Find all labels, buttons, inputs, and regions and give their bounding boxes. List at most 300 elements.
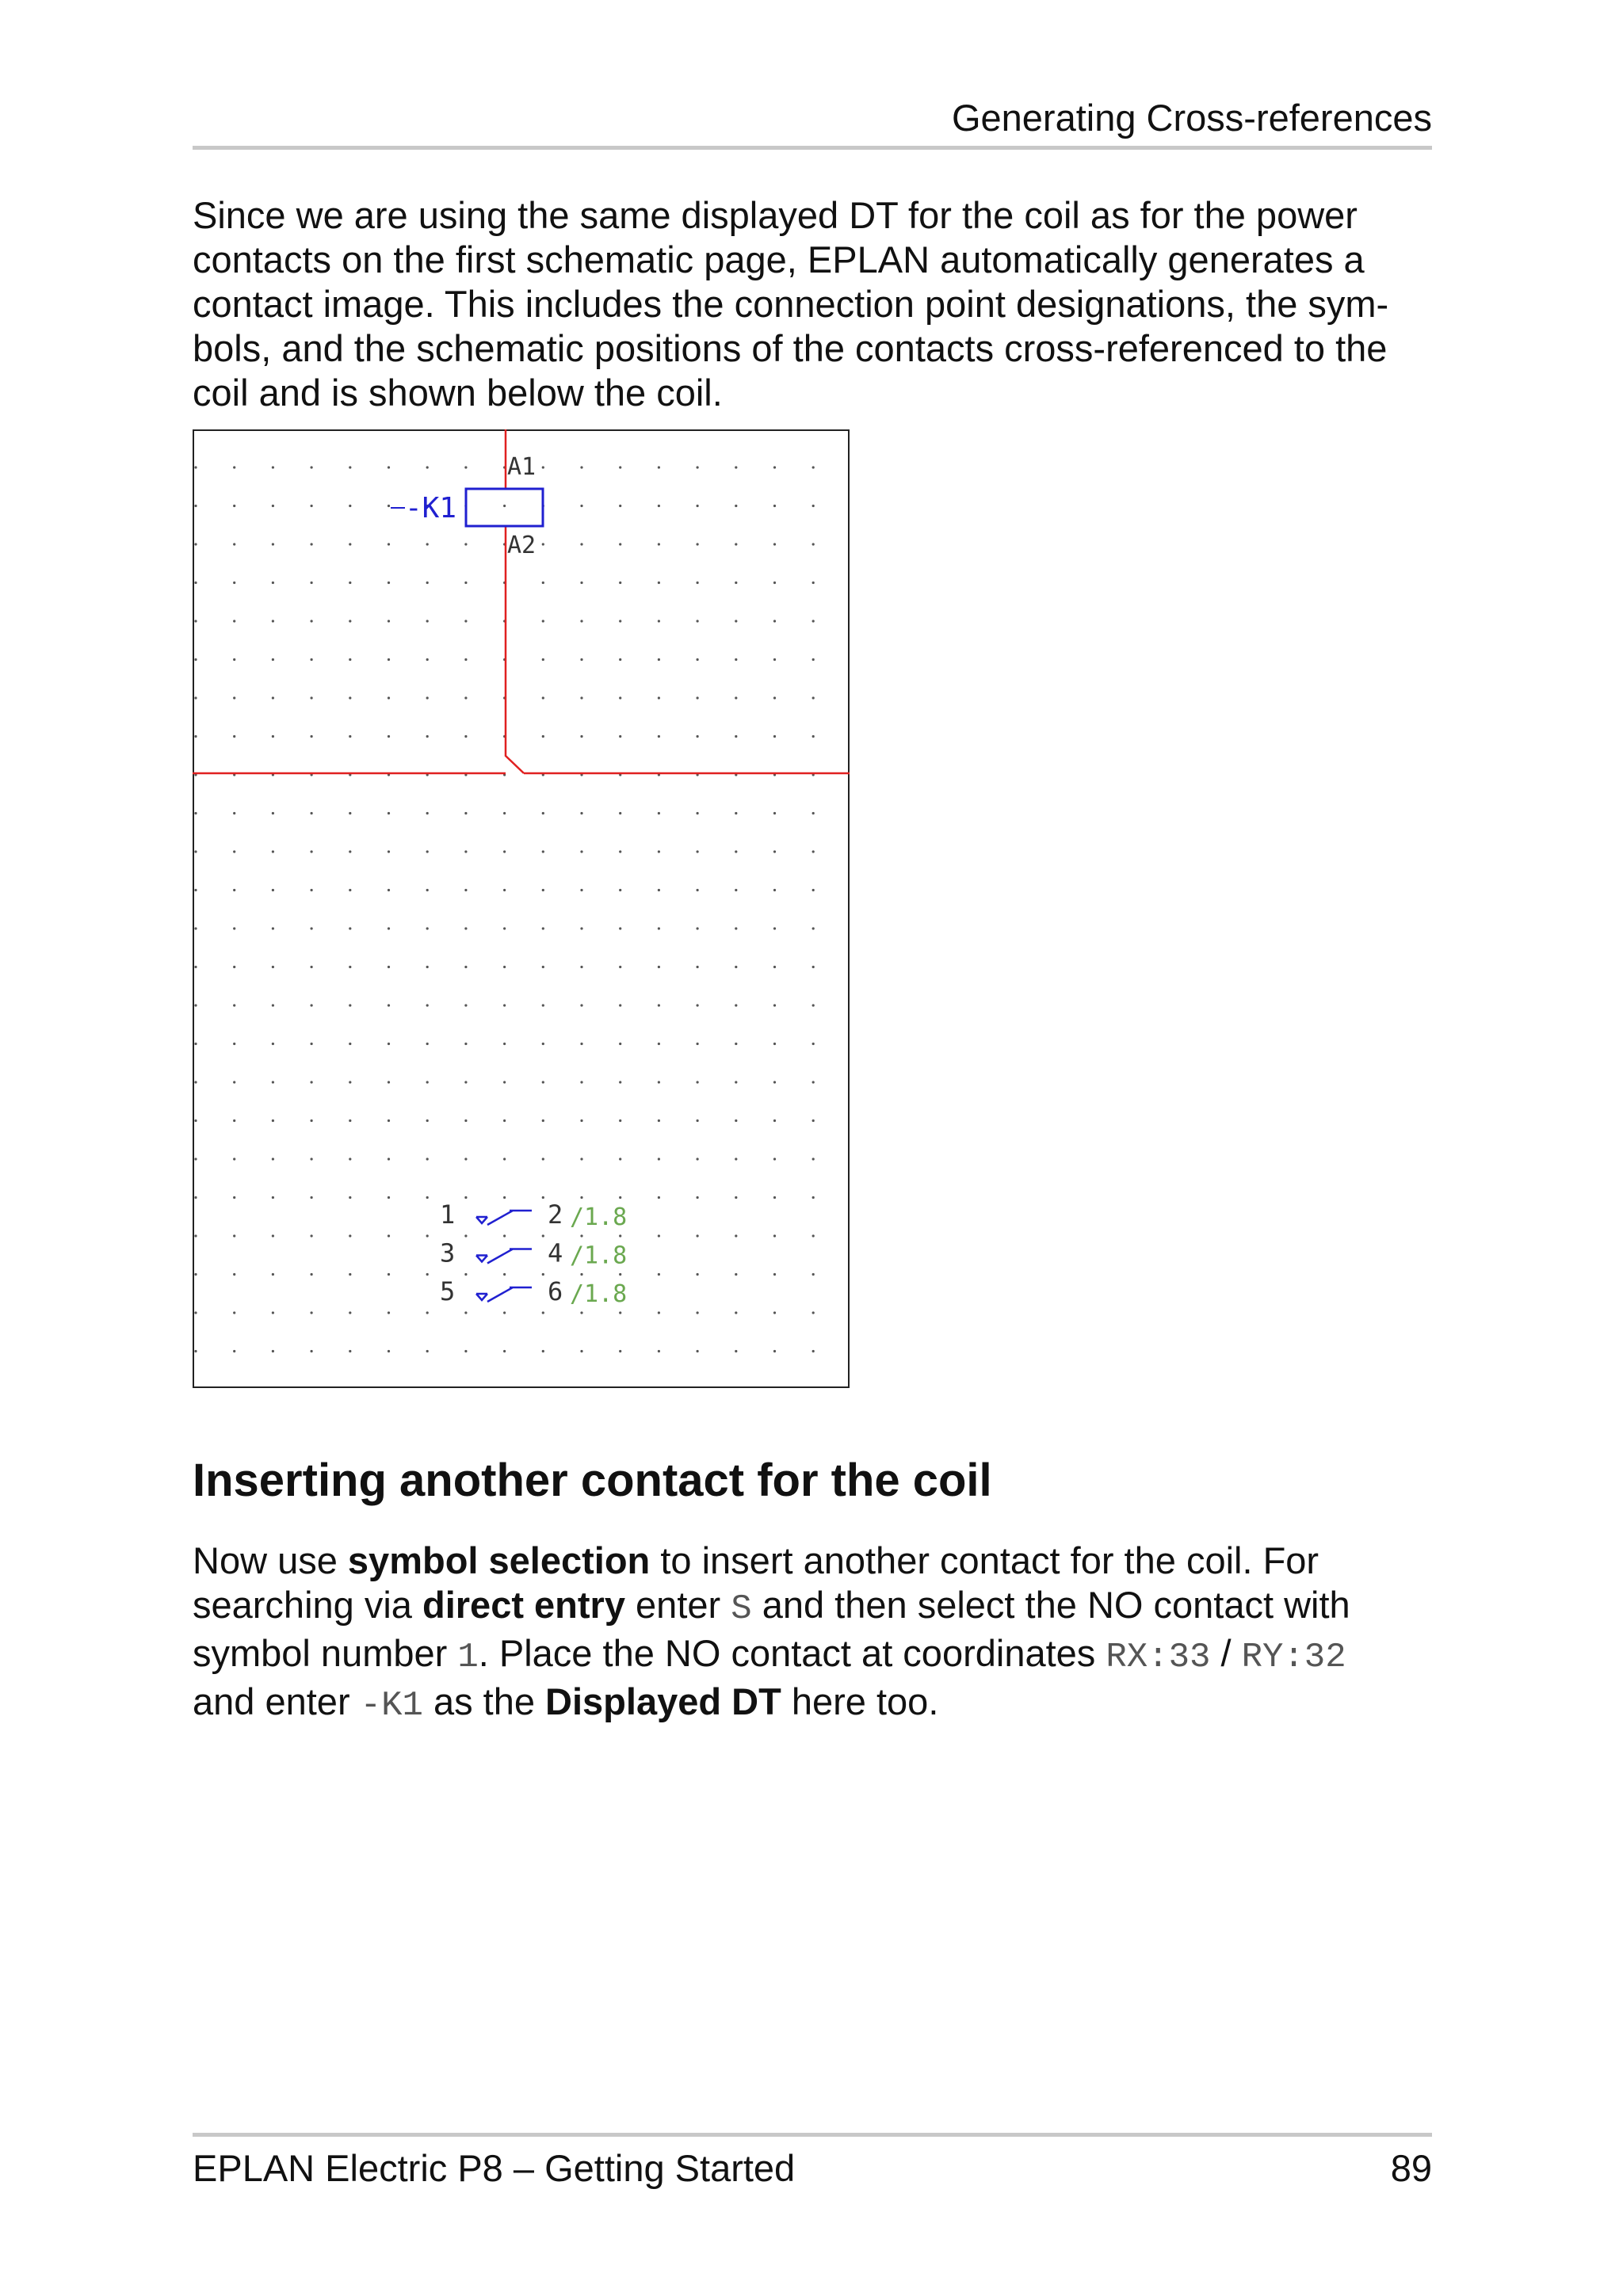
body-text: /: [1210, 1632, 1242, 1674]
grid-dot: [658, 966, 660, 968]
grid-dot: [311, 1196, 313, 1199]
grid-dot: [658, 620, 660, 622]
grid-dot: [194, 1273, 197, 1276]
grid-dot: [426, 466, 429, 468]
grid-dot: [311, 696, 313, 699]
grid-dot: [697, 850, 699, 852]
coil-tag: -K1: [405, 492, 457, 524]
grid-dot: [580, 543, 582, 545]
grid-dot: [388, 1081, 390, 1083]
grid-dot: [580, 658, 582, 661]
grid-dot: [773, 1196, 776, 1199]
grid-dot: [773, 927, 776, 929]
grid-dot: [503, 1234, 506, 1237]
grid-dot: [619, 1273, 621, 1276]
grid-dot: [464, 1119, 467, 1122]
grid-dot: [464, 1196, 467, 1199]
coil-terminal-a1: A1: [507, 453, 537, 481]
grid-dot: [697, 1234, 699, 1237]
grid-dot: [542, 1311, 544, 1314]
grid-dot: [194, 1004, 197, 1006]
code-rx: RX:33: [1106, 1638, 1211, 1677]
body-text: . Place the NO contact at coordinates: [478, 1632, 1106, 1674]
body-text: here too.: [781, 1680, 939, 1722]
grid-dot: [773, 696, 776, 699]
grid-dot: [619, 812, 621, 814]
grid-dot: [542, 1234, 544, 1237]
grid-dot: [349, 582, 351, 584]
grid-dot: [503, 1043, 506, 1045]
grid-dot: [233, 735, 235, 738]
grid-dot: [464, 1004, 467, 1006]
grid-dot: [233, 1081, 235, 1083]
grid-dot: [388, 966, 390, 968]
grid-dot: [503, 966, 506, 968]
grid-dot: [349, 658, 351, 661]
grid-dot: [426, 1081, 429, 1083]
grid-dot: [580, 1196, 582, 1199]
grid-dot: [272, 1273, 274, 1276]
grid-dot: [773, 1158, 776, 1160]
grid-dot: [619, 1234, 621, 1237]
page-footer: [193, 2133, 1432, 2189]
no-contact-symbol: [476, 1211, 532, 1225]
term-symbol-selection: symbol selection: [347, 1539, 651, 1581]
grid-dot: [233, 812, 235, 814]
grid-dot: [658, 1311, 660, 1314]
grid-dot: [349, 966, 351, 968]
grid-dot: [503, 889, 506, 891]
contact-terminal-left: 5: [440, 1276, 456, 1306]
coil-terminal-a2: A2: [507, 532, 537, 559]
grid-dot: [619, 1119, 621, 1122]
grid-dot: [464, 1043, 467, 1045]
grid-dot: [542, 1196, 544, 1199]
grid-dot: [735, 582, 737, 584]
grid-dot: [735, 620, 737, 622]
body-text: symbol number: [193, 1632, 458, 1674]
grid-dot: [194, 735, 197, 738]
grid-dot: [272, 927, 274, 929]
grid-dot: [580, 1234, 582, 1237]
grid-dot: [619, 505, 621, 507]
grid-dot: [194, 505, 197, 507]
intro-line: contacts on the first schematic page, EPLAN automatically generates a: [193, 238, 1365, 280]
body-text: and then select the NO contact with: [751, 1584, 1350, 1626]
grid-dot: [464, 582, 467, 584]
grid-dot: [542, 889, 544, 891]
grid-dot: [542, 1158, 544, 1160]
grid-dot: [619, 735, 621, 738]
grid-dot: [272, 812, 274, 814]
contact-image: [440, 1199, 627, 1308]
grid-dot: [542, 1081, 544, 1083]
grid-dot: [426, 1311, 429, 1314]
grid-dot: [426, 850, 429, 852]
grid-dot: [658, 1081, 660, 1083]
grid-dot: [194, 927, 197, 929]
grid-dot: [812, 1119, 815, 1122]
grid-dot: [697, 1004, 699, 1006]
grid-dot: [464, 466, 467, 468]
grid-dot: [426, 1273, 429, 1276]
grid-dot: [619, 850, 621, 852]
grid-dot: [272, 850, 274, 852]
grid-dot: [388, 658, 390, 661]
grid-dot: [349, 1119, 351, 1122]
grid-dot: [812, 582, 815, 584]
grid-dot: [388, 582, 390, 584]
grid-dot: [233, 543, 235, 545]
grid-dot: [464, 1234, 467, 1237]
grid-dot: [697, 505, 699, 507]
grid-dot: [697, 1273, 699, 1276]
grid-dot: [194, 1234, 197, 1237]
instruction-line: [193, 1539, 1461, 1583]
body-text: and enter: [193, 1680, 361, 1722]
grid-dot: [233, 1119, 235, 1122]
grid-dot: [349, 889, 351, 891]
grid-dot: [580, 1119, 582, 1122]
grid-dot: [773, 812, 776, 814]
contact-terminal-left: 1: [440, 1199, 456, 1230]
grid-dot: [311, 1158, 313, 1160]
grid-dot: [464, 927, 467, 929]
grid-dot: [194, 582, 197, 584]
grid-dot: [735, 1158, 737, 1160]
grid-dot: [580, 1350, 582, 1352]
grid-dot: [349, 1311, 351, 1314]
grid-dot: [464, 1311, 467, 1314]
grid-dot: [619, 1004, 621, 1006]
grid-dot: [773, 1273, 776, 1276]
coil-symbol: [466, 489, 543, 526]
grid-dot: [580, 466, 582, 468]
body-text: searching via: [193, 1584, 422, 1626]
grid-dot: [464, 620, 467, 622]
grid-dot: [426, 543, 429, 545]
grid-dot: [272, 1311, 274, 1314]
grid-dot: [580, 1273, 582, 1276]
grid-dot: [812, 696, 815, 699]
grid-dot: [233, 1004, 235, 1006]
grid-dot: [735, 658, 737, 661]
grid-dot: [658, 889, 660, 891]
grid-dot: [619, 1043, 621, 1045]
grid-dot: [773, 889, 776, 891]
grid-dot: [426, 966, 429, 968]
grid-dot: [194, 966, 197, 968]
grid-dot: [735, 1043, 737, 1045]
grid-dot: [311, 505, 313, 507]
grid-dot: [311, 582, 313, 584]
grid-dot: [194, 620, 197, 622]
grid-dot: [311, 812, 313, 814]
grid-dot: [735, 505, 737, 507]
grid-dot: [697, 620, 699, 622]
grid-dot: [619, 889, 621, 891]
grid-dot: [619, 658, 621, 661]
grid-dot: [697, 812, 699, 814]
grid-dot: [773, 1004, 776, 1006]
grid-dot: [697, 582, 699, 584]
grid-dot: [580, 505, 582, 507]
grid-dot: [580, 696, 582, 699]
grid-dot: [272, 1043, 274, 1045]
grid-dot: [735, 696, 737, 699]
grid-dot: [812, 850, 815, 852]
grid-dot: [233, 1234, 235, 1237]
grid-dot: [735, 1004, 737, 1006]
grid-dot: [542, 1004, 544, 1006]
grid-dot: [619, 927, 621, 929]
grid-dot: [812, 1196, 815, 1199]
grid-dot: [233, 1273, 235, 1276]
page-number: 89: [1390, 2147, 1432, 2189]
grid-dot: [194, 1119, 197, 1122]
grid-dot: [388, 466, 390, 468]
grid-dot: [388, 1234, 390, 1237]
grid-dot: [542, 927, 544, 929]
grid-dot: [735, 927, 737, 929]
grid-dot: [697, 696, 699, 699]
grid-dot: [580, 927, 582, 929]
grid-dot: [464, 1158, 467, 1160]
grid-dot: [697, 466, 699, 468]
grid-dot: [272, 735, 274, 738]
grid-dot: [388, 812, 390, 814]
grid-dot: [388, 543, 390, 545]
grid-dot: [388, 1004, 390, 1006]
footer-title: EPLAN Electric P8 – Getting Started: [193, 2147, 796, 2189]
grid-dot: [503, 1119, 506, 1122]
grid-dot: [735, 1350, 737, 1352]
grid-dot: [542, 620, 544, 622]
grid-dot: [349, 1196, 351, 1199]
grid-dot: [426, 1119, 429, 1122]
grid-dot: [233, 658, 235, 661]
grid-dot: [735, 889, 737, 891]
grid-dots: [194, 466, 814, 1352]
grid-dot: [580, 1158, 582, 1160]
grid-dot: [773, 1043, 776, 1045]
grid-dot: [349, 505, 351, 507]
grid-dot: [658, 735, 660, 738]
grid-dot: [697, 735, 699, 738]
grid-dot: [311, 1234, 313, 1237]
grid-dot: [697, 1196, 699, 1199]
grid-dot: [349, 1234, 351, 1237]
grid-dot: [658, 543, 660, 545]
grid-dot: [311, 1311, 313, 1314]
grid-dot: [580, 812, 582, 814]
grid-dot: [697, 1119, 699, 1122]
grid-dot: [349, 812, 351, 814]
grid-dot: [464, 889, 467, 891]
grid-dot: [272, 658, 274, 661]
grid-dot: [349, 696, 351, 699]
grid-dot: [812, 1158, 815, 1160]
grid-dot: [233, 466, 235, 468]
grid-dot: [619, 466, 621, 468]
grid-dot: [233, 1043, 235, 1045]
header-title: Generating Cross-references: [951, 97, 1432, 139]
grid-dot: [233, 1158, 235, 1160]
grid-dot: [426, 927, 429, 929]
grid-dot: [349, 927, 351, 929]
grid-dot: [233, 582, 235, 584]
grid-dot: [426, 889, 429, 891]
grid-dot: [272, 1234, 274, 1237]
grid-dot: [311, 735, 313, 738]
grid-dot: [658, 582, 660, 584]
grid-dot: [464, 735, 467, 738]
grid-dot: [619, 966, 621, 968]
grid-dot: [773, 966, 776, 968]
contact-terminal-left: 3: [440, 1238, 456, 1268]
intro-paragraph: [193, 193, 1461, 415]
grid-dot: [619, 696, 621, 699]
grid-dot: [773, 582, 776, 584]
body-text: enter: [624, 1584, 731, 1626]
instruction-line: [193, 1631, 1461, 1680]
grid-dot: [311, 543, 313, 545]
code-symbol-number: 1: [457, 1638, 479, 1677]
grid-dot: [735, 543, 737, 545]
grid-dot: [464, 1273, 467, 1276]
grid-dot: [735, 1311, 737, 1314]
grid-dot: [503, 850, 506, 852]
grid-dot: [503, 1311, 506, 1314]
grid-dot: [580, 582, 582, 584]
grid-dot: [697, 927, 699, 929]
wire-coil-down: [506, 526, 524, 773]
grid-dot: [658, 1043, 660, 1045]
grid-dot: [388, 1311, 390, 1314]
grid-dot: [773, 850, 776, 852]
grid-dot: [388, 927, 390, 929]
instruction-line: [193, 1583, 1461, 1631]
grid-dot: [349, 466, 351, 468]
grid-dot: [233, 620, 235, 622]
grid-dot: [735, 735, 737, 738]
grid-dot: [311, 620, 313, 622]
grid-dot: [697, 1043, 699, 1045]
grid-dot: [233, 889, 235, 891]
no-contact-symbol: [476, 1249, 532, 1264]
grid-dot: [426, 1196, 429, 1199]
grid-dot: [697, 889, 699, 891]
grid-dot: [812, 812, 815, 814]
grid-dot: [697, 543, 699, 545]
grid-dot: [388, 696, 390, 699]
grid-dot: [619, 543, 621, 545]
grid-dot: [311, 658, 313, 661]
grid-dot: [735, 850, 737, 852]
grid-dot: [773, 1234, 776, 1237]
grid-dot: [311, 466, 313, 468]
grid-dot: [388, 889, 390, 891]
grid-dot: [311, 1273, 313, 1276]
grid-dot: [503, 927, 506, 929]
grid-dot: [735, 966, 737, 968]
grid-dot: [426, 658, 429, 661]
grid-dot: [272, 505, 274, 507]
grid-dot: [773, 543, 776, 545]
intro-line: bols, and the schematic positions of the contacts cross-referenced to the: [193, 327, 1388, 369]
grid-dot: [233, 966, 235, 968]
grid-dot: [542, 582, 544, 584]
grid-dot: [735, 1273, 737, 1276]
contact-terminal-right: 2: [548, 1199, 563, 1230]
grid-dot: [272, 466, 274, 468]
body-text: to insert another contact for the coil. For: [650, 1539, 1319, 1581]
grid-dot: [349, 1004, 351, 1006]
grid-dot: [735, 1081, 737, 1083]
grid-dot: [658, 1350, 660, 1352]
grid-dot: [464, 850, 467, 852]
grid-dot: [426, 1043, 429, 1045]
grid-dot: [658, 1273, 660, 1276]
contact-cross-reference: /1.8: [570, 1241, 628, 1270]
grid-dot: [503, 1081, 506, 1083]
grid-dot: [773, 735, 776, 738]
grid-dot: [388, 505, 390, 507]
grid-dot: [773, 505, 776, 507]
grid-dot: [542, 850, 544, 852]
grid-dot: [812, 658, 815, 661]
grid-dot: [619, 1158, 621, 1160]
grid-dot: [542, 966, 544, 968]
grid-dot: [388, 1196, 390, 1199]
contact-cross-reference: /1.8: [570, 1203, 628, 1231]
grid-dot: [349, 620, 351, 622]
grid-dot: [311, 1043, 313, 1045]
grid-dot: [697, 1311, 699, 1314]
grid-dot: [503, 1196, 506, 1199]
grid-dot: [272, 889, 274, 891]
grid-dot: [658, 1119, 660, 1122]
grid-dot: [735, 812, 737, 814]
grid-dot: [580, 1043, 582, 1045]
grid-dot: [426, 1158, 429, 1160]
grid-dot: [426, 812, 429, 814]
grid-dot: [773, 1311, 776, 1314]
grid-dot: [311, 1004, 313, 1006]
grid-dot: [812, 1234, 815, 1237]
grid-dot: [426, 735, 429, 738]
code-ry: RY:32: [1241, 1638, 1346, 1677]
page-header: [193, 93, 1432, 150]
grid-dot: [658, 1158, 660, 1160]
body-text: Now use: [193, 1539, 348, 1581]
grid-dot: [349, 1350, 351, 1352]
grid-dot: [194, 543, 197, 545]
grid-dot: [272, 582, 274, 584]
grid-dot: [812, 1081, 815, 1083]
schematic-figure: [193, 429, 850, 1388]
grid-dot: [311, 927, 313, 929]
grid-dot: [272, 1196, 274, 1199]
grid-dot: [658, 696, 660, 699]
grid-dot: [194, 812, 197, 814]
grid-dot: [349, 850, 351, 852]
grid-dot: [194, 1311, 197, 1314]
grid-dot: [194, 696, 197, 699]
grid-dot: [773, 620, 776, 622]
grid-dot: [194, 1043, 197, 1045]
grid-dot: [388, 1119, 390, 1122]
